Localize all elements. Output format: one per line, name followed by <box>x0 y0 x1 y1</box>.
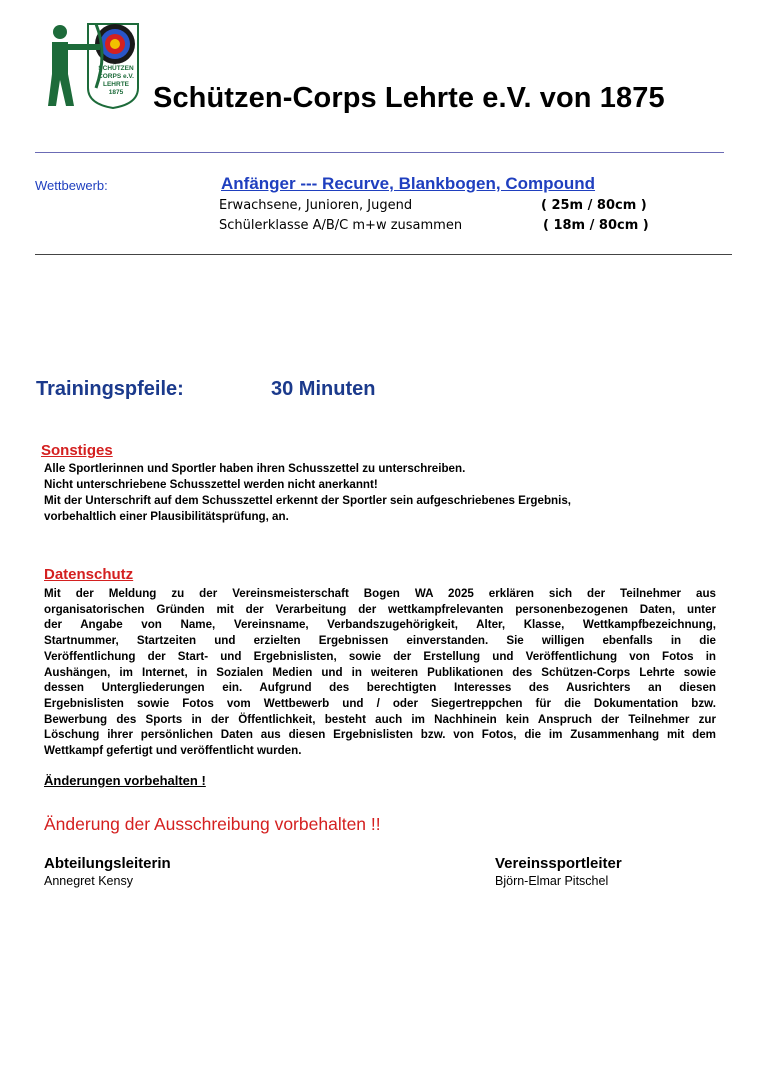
logo-text-line: CORPS e.V. <box>98 73 134 80</box>
text-line: Ergebnislisten sowie Fotos vom Wettbewerb und / oder Siegertreppchen für die Dokumentation bzw. <box>44 696 716 710</box>
aenderungen-note: Änderungen vorbehalten ! <box>44 773 206 788</box>
logo-text-line: SCHÜTZEN <box>98 65 134 72</box>
training-value: 30 Minuten <box>271 378 376 400</box>
text-line: Startnummer, Startzeiten und erzielten Ergebnissen einverstanden. Sie willigen ebenfalls in die <box>44 634 716 648</box>
target-ring-gold <box>110 39 120 49</box>
archer-body <box>48 42 74 106</box>
text-line: Aushängen, im Internet, in Sozialen Medien und in weiteren Publikationen des Schützen-Corps Lehrte sowie <box>44 665 716 679</box>
text-line: der Angabe von Name, Vereinsname, Verbandszugehörigkeit, Alter, Klasse, Wettkampfbezeichnung, <box>44 618 716 632</box>
divider <box>35 254 732 255</box>
signature-left-title: Abteilungsleiterin <box>44 855 171 872</box>
training-label: Trainingspfeile: <box>36 378 184 400</box>
text-line: dessen Untergliederungen ein. Aufgrund des berechtigten Interesses des Ausrichters an diesen <box>44 681 716 695</box>
text-line: Alle Sportlerinnen und Sportler haben ihren Schusszettel zu unterschreiben. <box>44 462 466 475</box>
text-line: vorbehaltlich einer Plausibilitätsprüfung, an. <box>44 510 289 523</box>
archer-arm <box>64 44 100 50</box>
class-row-text: Erwachsene, Junioren, Jugend <box>219 198 413 213</box>
wettbewerb-label: Wettbewerb: <box>35 178 108 193</box>
logo-text-line: 1875 <box>108 89 124 96</box>
text-line: Nicht unterschriebene Schusszettel werden nicht anerkannt! <box>44 478 378 491</box>
text-line: organisatorischen Gründen mit der Verarbeitung der wettkampfrelevanten personenbezogenen Daten, unter <box>44 602 716 616</box>
class-row-distance: ( 25m / 80cm ) <box>541 198 647 213</box>
club-title: Schützen-Corps Lehrte e.V. von 1875 <box>153 82 665 114</box>
archer-head <box>53 25 67 39</box>
class-row-text: Schülerklasse A/B/C m+w zusammen <box>219 218 463 233</box>
logo-text-line: LEHRTE <box>103 81 129 88</box>
text-line: Bewerbung des Sports in der Öffentlichkeit, besteht auch im Nachhinein kein Anspruch der Teilnehmer zur <box>44 712 716 726</box>
datenschutz-heading: Datenschutz <box>44 566 134 583</box>
text-line: Mit der Unterschrift auf dem Schusszettel erkennt der Sportler sein aufgeschriebenes Ergebnis, <box>44 494 572 507</box>
class-row-distance: ( 18m / 80cm ) <box>543 218 649 233</box>
text-line: Veröffentlichung der Start- und Ergebnislisten, sowie der Erstellung und Veröffentlichung von Fotos in <box>44 649 716 663</box>
divider <box>35 152 724 153</box>
signature-right-name: Björn-Elmar Pitschel <box>495 874 609 888</box>
signature-right-title: Vereinssportleiter <box>495 855 622 872</box>
sonstiges-text <box>44 461 724 525</box>
text-line: Löschung ihrer persönlichen Daten aus diesen Ergebnislisten bzw. von Fotos, die im Zusammenhang mit dem <box>44 728 716 742</box>
text-line: Wettkampf gefertigt und veröffentlicht wurden. <box>44 744 302 758</box>
club-logo <box>38 18 146 110</box>
ausschreibung-note: Änderung der Ausschreibung vorbehalten !! <box>44 814 381 834</box>
text-line: Mit der Meldung zu der Vereinsmeisterschaft Bogen WA 2025 erklären sich der Teilnehmer aus <box>44 587 716 600</box>
wettbewerb-title: Anfänger --- Recurve, Blankbogen, Compound <box>221 174 596 193</box>
signature-left-name: Annegret Kensy <box>44 874 133 888</box>
sonstiges-heading: Sonstiges <box>41 442 113 459</box>
datenschutz-text <box>44 586 716 759</box>
